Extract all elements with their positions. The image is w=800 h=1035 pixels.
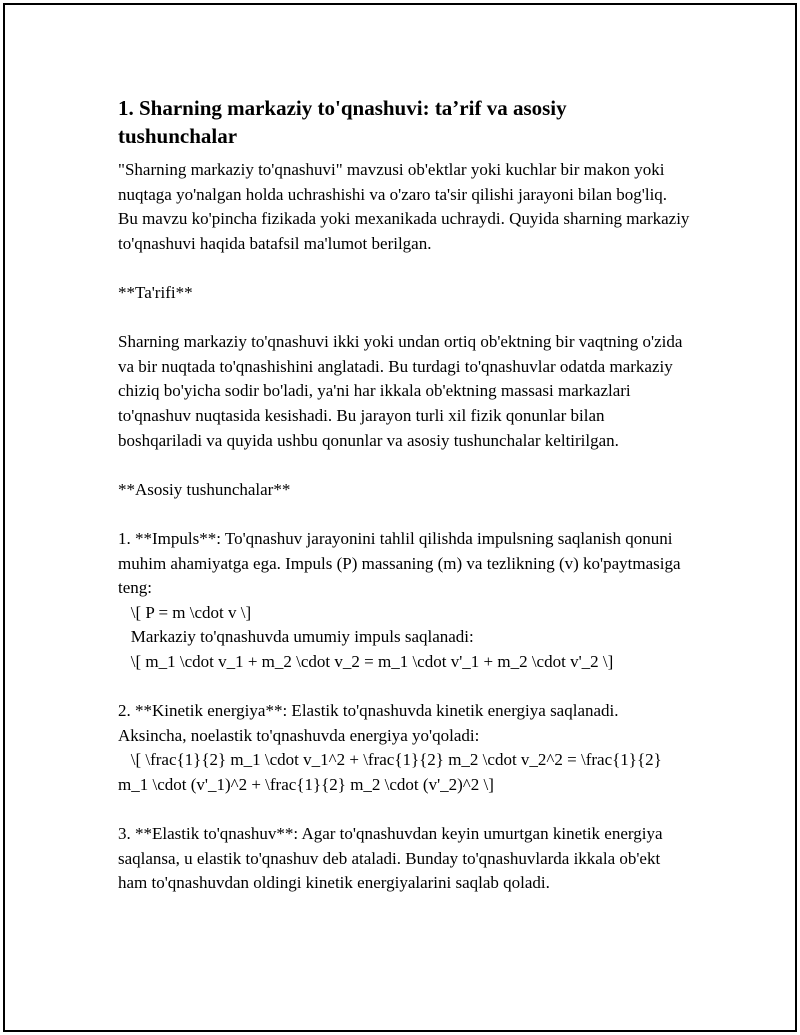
intro-paragraph: "Sharning markaziy to'qnashuvi" mavzusi ob'ektlar yoki kuchlar bir makon yoki nuqtaga yo'nalgan holda uchrashishi va o'zaro ta'sir qilishi jarayoni bilan bog'liq. Bu mavzu ko'pincha fizikada yoki mexanikada uchraydi. Quyida sharning markaziy to'qnashuvi haqida batafsil ma'lumot berilgan. [118, 160, 694, 253]
list-item-kinetik-energiya: 2. **Kinetik energiya**: Elastik to'qnashuvda kinetik energiya saqlanadi. Aksincha, noelastik to'qnashuvda energiya yo'qoladi: \[ \frac{1}{2} m_1 \cdot v_1^2 + \frac{1}{2} m_2 \cdot v_2^2 = \frac{1}{2} m_1 \cdot (v'_1)^2 + \frac{1}{2} m_2 \cdot (v'_2)^2 \] [118, 701, 662, 794]
paragraph-gap [118, 256, 690, 281]
paragraph-gap [118, 306, 690, 331]
paragraph-gap [118, 453, 690, 478]
list-item-impuls: 1. **Impuls**: To'qnashuv jarayonini tahlil qilishda impulsning saqlanish qonuni muhim ahamiyatga ega. Impuls (P) massaning (m) va tezlikning (v) ko'paytmasiga teng: \[ P = m \cdot v \] Markaziy to'qnashuvda umumiy impuls saqlanadi: \[ m_1 \cdot v_1 + m_2 \cdot v_2 = m_1 \cdot v'_1 + m_2 \cdot v'_2 \] [118, 528, 681, 671]
list-item-elastik-toqnashuv: 3. **Elastik to'qnashuv**: Agar to'qnashuvdan keyin umurtgan kinetik energiya saqlansa, u elastik to'qnashuv deb ataladi. Bunday to'qnashuvlarda ikkala ob'ekt ham to'qnashuvdan oldingi kinetik energiyalarini saqlab qoladi. [118, 824, 667, 893]
definition-paragraph: Sharning markaziy to'qnashuvi ikki yoki undan ortiq ob'ektning bir vaqtning o'zida va bir nuqtada to'qnashishini anglatadi. Bu turdagi to'qnashuvlar odatda markaziy chiziq bo'yicha sodir bo'ladi, ya'ni har ikkala ob'ektning massasi markazlari to'qnashuv nuqtasida kesishadi. Bu jarayon turli xil fizik qonunlar bilan boshqariladi va quyida ushbu qonunlar va asosiy tushunchalar keltirilgan. [118, 332, 687, 450]
document-title: 1. Sharning markaziy to'qnashuvi: ta’rif va asosiy tushunchalar [118, 96, 567, 148]
paragraph-gap [118, 674, 690, 699]
concepts-heading: **Asosiy tushunchalar** [118, 479, 291, 499]
definition-heading: **Ta'rifi** [118, 282, 193, 302]
document-body [118, 94, 694, 896]
paragraph-gap [118, 797, 690, 822]
paragraph-gap [118, 502, 690, 527]
